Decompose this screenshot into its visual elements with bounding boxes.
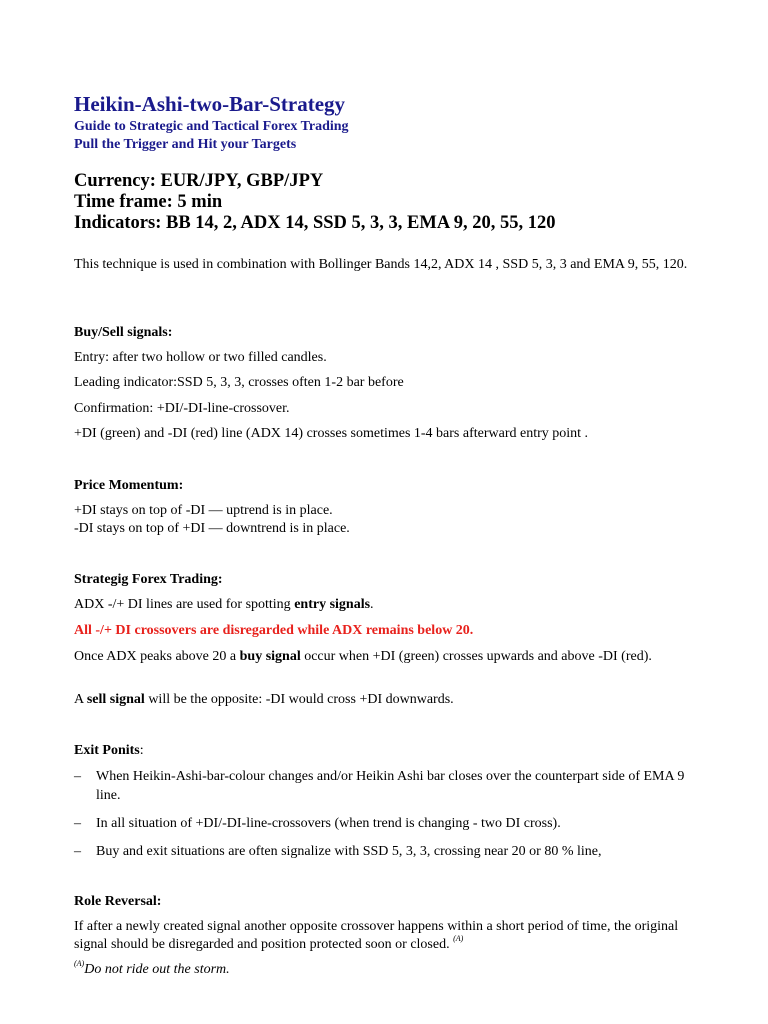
- currency-heading: Currency: EUR/JPY, GBP/JPY: [74, 171, 324, 191]
- exit-item: – When Heikin-Ashi-bar-colour changes and/or Heikin Ashi bar closes over the counterpart side of EMA 9 line.: [74, 769, 685, 803]
- strategic-warning: All -/+ DI crossovers are disregarded while ADX remains below 20.: [74, 623, 474, 638]
- subtitle-guide: Guide to Strategic and Tactical Forex Trading: [74, 119, 349, 134]
- momentum-downtrend: -DI stays on top of +DI — downtrend is in place.: [74, 521, 350, 536]
- exit-item: – In all situation of +DI/-DI-line-crossovers (when trend is changing - two DI cross).: [96, 814, 696, 834]
- strategic-heading: Strategig Forex Trading:: [74, 572, 223, 587]
- buysell-confirmation: Confirmation: +DI/-DI-line-crossover.: [74, 401, 290, 416]
- subtitle-trigger: Pull the Trigger and Hit your Targets: [74, 137, 297, 152]
- indicators-heading: Indicators: BB 14, 2, ADX 14, SSD 5, 3, 3, EMA 9, 20, 55, 120: [74, 213, 556, 233]
- exit-heading: Exit Ponits:: [74, 743, 144, 758]
- buysell-entry: Entry: after two hollow or two filled candles.: [74, 350, 327, 365]
- footnote-ref: (A): [453, 934, 464, 943]
- intro-paragraph: This technique is used in combination with Bollinger Bands 14,2, ADX 14 , SSD 5, 3, 3 and EMA 9, 55, 120.: [74, 257, 688, 272]
- strategic-sell-signal: A sell signal will be the opposite: -DI would cross +DI downwards.: [74, 692, 454, 707]
- strategic-buy-signal: Once ADX peaks above 20 a buy signal occur when +DI (green) crosses upwards and above -DI (red).: [74, 649, 652, 664]
- buysell-leading: Leading indicator:SSD 5, 3, 3, crosses often 1-2 bar before: [74, 375, 404, 390]
- buysell-di-lines: +DI (green) and -DI (red) line (ADX 14) crosses sometimes 1-4 bars afterward entry point .: [74, 426, 589, 441]
- timeframe-heading: Time frame: 5 min: [74, 192, 223, 212]
- momentum-heading: Price Momentum:: [74, 478, 184, 493]
- dash-bullet: –: [74, 816, 81, 831]
- dash-bullet: –: [74, 769, 81, 784]
- exit-item: – Buy and exit situations are often signalize with SSD 5, 3, 3, crossing near 20 or 80 % line,: [96, 842, 696, 862]
- document-title: Heikin-Ashi-two-Bar-Strategy: [74, 92, 346, 116]
- dash-bullet: –: [74, 844, 81, 859]
- momentum-uptrend: +DI stays on top of -DI — uptrend is in place.: [74, 503, 333, 518]
- role-paragraph: If after a newly created signal another opposite crossover happens within a short period of time, the original signal should be disregarded and position protected soon or closed. $^{(A)}$: [74, 919, 679, 952]
- role-heading: Role Reversal:: [74, 894, 162, 909]
- buysell-heading: Buy/Sell signals:: [74, 325, 173, 340]
- footnote: $^{(A)}$Do not ride out the storm.: [74, 959, 230, 977]
- strategic-adx-line: ADX -/+ DI lines are used for spotting entry signals.: [74, 597, 374, 612]
